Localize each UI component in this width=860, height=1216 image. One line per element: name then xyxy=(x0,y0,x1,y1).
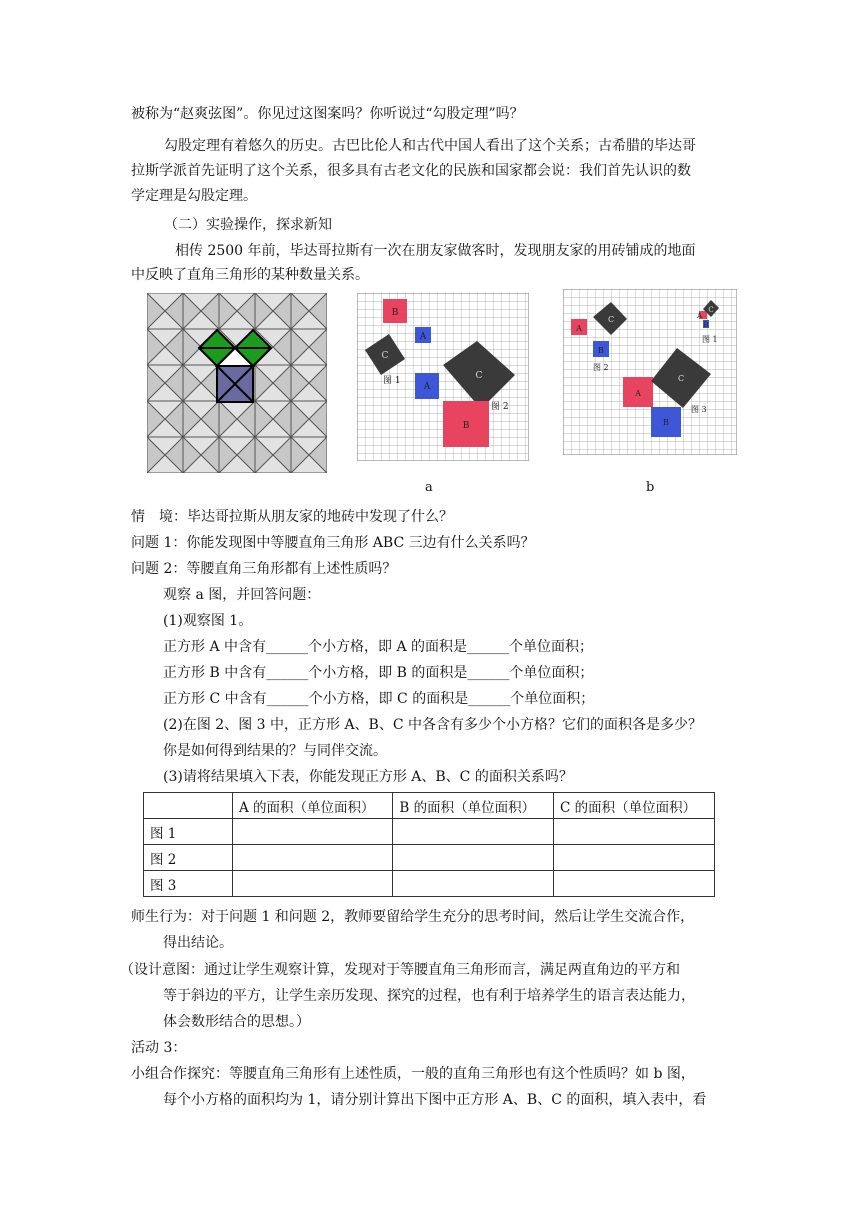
fig3-label: 图 3 xyxy=(691,405,707,414)
label-A: A xyxy=(576,324,582,333)
table-cell[interactable] xyxy=(233,845,393,871)
figure-a xyxy=(357,293,529,461)
text-line: 得出结论。 xyxy=(163,935,233,951)
figure-b-caption: b xyxy=(646,480,655,495)
text-line: （设计意图：通过让学生观察计算，发现对于等腰直角三角形而言，满足两直角边的平方和 xyxy=(120,962,680,978)
text-line: 每个小方格的面积均为 1，请分别计算出下图中正方形 A、B、C 的面积，填入表中，看 xyxy=(163,1092,707,1108)
fig1-label: 图 1 xyxy=(702,335,718,344)
table-row xyxy=(144,871,715,897)
area-table xyxy=(143,792,715,897)
label-A: A xyxy=(423,382,431,392)
label-C: C xyxy=(475,371,483,381)
table-row-label: 图 1 xyxy=(144,819,233,845)
text-line: 你是如何得到结果的？与同伴交流。 xyxy=(163,743,387,759)
text-line: (2)在图 2、图 3 中，正方形 A、B、C 中各含有多少个小方格？它们的面积各是多少？ xyxy=(163,717,703,733)
label-B: B xyxy=(703,321,709,329)
text-line: 中反映了直角三角形的某种数量关系。 xyxy=(131,267,369,283)
fig2-label: 图 2 xyxy=(491,402,509,412)
table-row xyxy=(144,845,715,871)
label-B: B xyxy=(598,346,604,355)
table-row-label: 图 2 xyxy=(144,845,233,871)
text-line: 被称为“赵爽弦图”。你见过这图案吗？你听说过“勾股定理”吗？ xyxy=(131,106,524,122)
text-line: 学定理是勾股定理。 xyxy=(131,188,257,204)
label-C: C xyxy=(607,315,615,324)
label-C: C xyxy=(708,306,714,314)
text-line: 正方形 A 中含有______个小方格，即 A 的面积是______个单位面积； xyxy=(163,639,594,655)
table-header-cell: B 的面积（单位面积） xyxy=(393,793,554,819)
label-B: B xyxy=(663,418,669,427)
table-header-row xyxy=(144,793,715,819)
label-C: C xyxy=(381,351,389,361)
label-B: B xyxy=(391,308,399,318)
table-row-label: 图 3 xyxy=(144,871,233,897)
text-line: (3)请将结果填入下表，你能发现正方形 A、B、C 的面积关系吗？ xyxy=(163,769,573,785)
table-cell[interactable] xyxy=(393,819,554,845)
text-line: 正方形 C 中含有______个小方格，即 C 的面积是______个单位面积； xyxy=(163,691,595,707)
text-line: 小组合作探究：等腰直角三角形有上述性质，一般的直角三角形也有这个性质吗？如 b 图， xyxy=(131,1066,695,1082)
text-line: 勾股定理有着悠久的历史。古巴比伦人和古代中国人看出了这个关系；古希腊的毕达哥 xyxy=(164,138,696,154)
table-cell[interactable] xyxy=(233,819,393,845)
table-header-cell xyxy=(144,793,233,819)
text-line: 师生行为：对于问题 1 和问题 2，教师要留给学生充分的思考时间，然后让学生交流合作， xyxy=(131,909,695,925)
text-line: 拉斯学派首先证明了这个关系，很多具有古老文化的民族和国家都会说：我们首先认识的数 xyxy=(131,163,691,179)
fig2-label: 图 2 xyxy=(593,363,609,372)
table-cell[interactable] xyxy=(553,871,714,897)
fig1-label: 图 1 xyxy=(383,376,401,386)
table-cell[interactable] xyxy=(553,845,714,871)
section-heading: （二）实验操作，探求新知 xyxy=(164,217,332,233)
table-cell[interactable] xyxy=(233,871,393,897)
label-A: A xyxy=(697,312,703,320)
text-line: 问题 1：你能发现图中等腰直角三角形 ABC 三边有什么关系吗？ xyxy=(131,535,535,551)
table-row xyxy=(144,819,715,845)
figure-a-caption: a xyxy=(425,480,433,495)
label-C: C xyxy=(677,374,685,383)
text-line: 体会数形结合的思想。） xyxy=(163,1014,310,1030)
text-line: 情 境：毕达哥拉斯从朋友家的地砖中发现了什么？ xyxy=(131,509,453,525)
figure-b xyxy=(563,289,737,455)
table-cell[interactable] xyxy=(553,819,714,845)
text-line: 相传 2500 年前，毕达哥拉斯有一次在朋友家做客时，发现朋友家的用砖铺成的地面 xyxy=(175,243,696,259)
text-line: 问题 2：等腰直角三角形都有上述性质吗？ xyxy=(131,561,397,577)
table-header-cell: C 的面积（单位面积） xyxy=(553,793,714,819)
text-line: 等于斜边的平方，让学生亲历发现、探究的过程，也有利于培养学生的语言表达能力， xyxy=(163,988,695,1004)
label-A: A xyxy=(635,389,641,398)
text-line: 活动 3： xyxy=(131,1040,187,1056)
label-A: A xyxy=(419,332,427,342)
text-line: 正方形 B 中含有______个小方格，即 B 的面积是______个单位面积； xyxy=(163,665,594,681)
table-cell[interactable] xyxy=(393,845,554,871)
floor-tile-figure xyxy=(147,293,327,473)
text-line: (1)观察图 1。 xyxy=(163,613,253,629)
text-line: 观察 a 图，并回答问题： xyxy=(163,587,321,603)
table-header-cell: A 的面积（单位面积） xyxy=(233,793,393,819)
label-B: B xyxy=(462,421,470,431)
table-cell[interactable] xyxy=(393,871,554,897)
